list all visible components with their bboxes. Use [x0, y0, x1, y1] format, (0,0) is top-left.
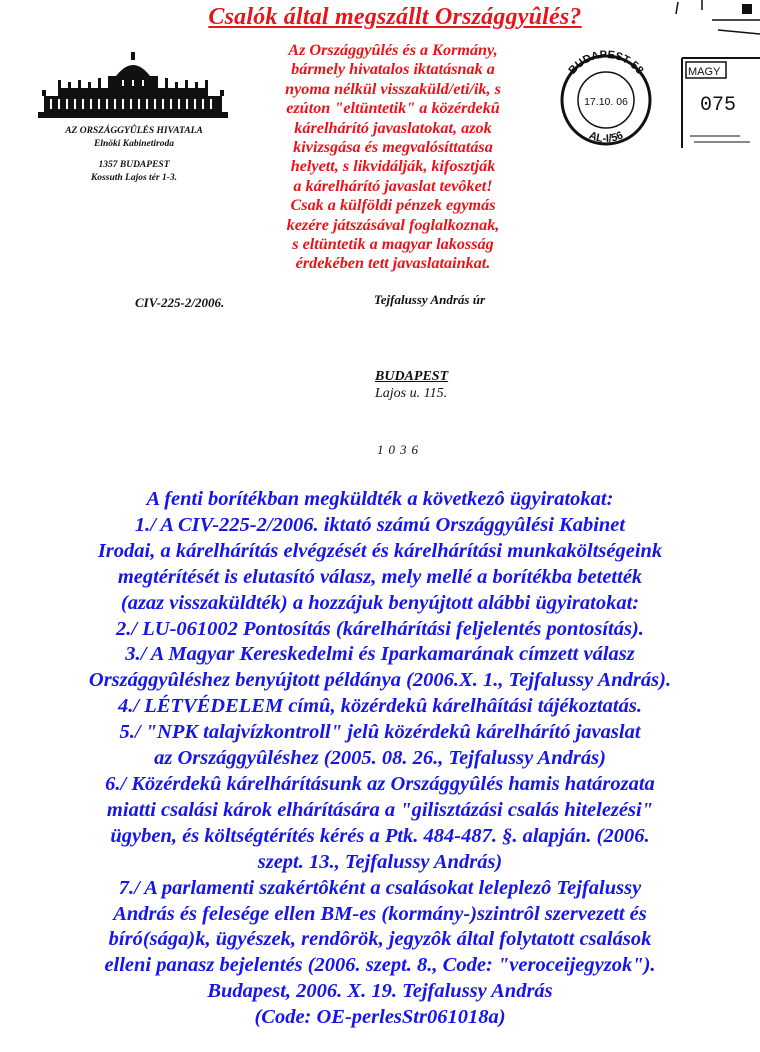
- body-line: 5./ "NPK talajvízkontroll" jelû közérdekû kárelhárító javaslat: [119, 721, 641, 744]
- red-notice-line: Az Országgyûlés és a Kormány,: [288, 41, 498, 59]
- body-line: (Code: OE-perlesStr061018a): [254, 1006, 506, 1029]
- red-notice-line: Csak a külföldi pénzek egymás: [290, 196, 496, 215]
- sender-address: Kossuth Lajos tér 1-3.: [90, 173, 178, 183]
- red-notice-line: kezére játszásával foglalkoznak,: [286, 215, 500, 234]
- sender-postal: 1357 BUDAPEST: [98, 160, 170, 170]
- franking-text: MAGY: [688, 66, 721, 78]
- body-line: megtérítését is elutasító válasz, mely mellé a borítékba betették: [117, 565, 643, 588]
- document-body: [0, 487, 760, 1031]
- reference-number: CIV-225-2/2006.: [135, 295, 225, 310]
- postmark-date: 17.10. 06: [584, 96, 628, 108]
- corner-scribble: [672, 0, 760, 40]
- body-line: 7./ A parlamenti szakértôként a csalásokat leleplezô Tejfalussy: [118, 876, 642, 899]
- body-line: bíró(sága)k, ügyészek, rendôrök, jegyzôk által folytatott csalások: [108, 928, 652, 951]
- sender-office: AZ ORSZÁGGYÛLÉS HIVATALA: [65, 126, 203, 136]
- svg-text:AL-I/56: [587, 129, 625, 145]
- body-line: Országgyûléshez benyújtott példánya (2006.X. 1., Tejfalussy András).: [88, 669, 672, 692]
- postmark-top-text: BUDAPEST 58: [566, 48, 646, 77]
- recipient-street: Lajos u. 115.: [375, 386, 448, 401]
- red-notice-line: kárelhárító javaslatokat, azok: [294, 118, 492, 137]
- body-line: Irodai, a kárelhárítás elvégzését és kárelhárítási munkaköltségeink: [97, 539, 663, 562]
- red-notice-line: a kárelhárító javaslat tevôket!: [293, 176, 493, 195]
- page-title: Csalók által megszállt Országgyûlés?: [208, 4, 582, 30]
- parliament-building-logo: [38, 52, 228, 122]
- franking-stamp: [680, 56, 760, 148]
- body-line: 1./ A CIV-225-2/2006. iktató számú Országgyûlési Kabinet: [134, 513, 626, 536]
- recipient-name: Tejfalussy András úr: [374, 292, 486, 307]
- body-line: miatti csalási károk elhárítására a "gilisztázási csalás hitelezési": [106, 798, 654, 821]
- postmark-stamp: [546, 48, 666, 148]
- franking-number: 075: [700, 94, 737, 117]
- red-notice-line: s eltüntetik a magyar lakosság: [292, 235, 494, 254]
- body-line: szept. 13., Tejfalussy András): [257, 850, 503, 873]
- red-notice-line: nyoma nélkül visszaküld/eti/ik, s: [285, 79, 501, 98]
- sender-department: Elnöki Kabinetiroda: [94, 139, 174, 149]
- body-line: 2./ LU-061002 Pontosítás (kárelhárítási feljelentés pontosítás).: [116, 617, 644, 640]
- body-line: Budapest, 2006. X. 19. Tejfalussy András: [207, 980, 553, 1003]
- body-line: András és felesége ellen BM-es (kormány-)szintrôl szervezett és: [113, 902, 647, 925]
- body-line: 6./ Közérdekû kárelhárításunk az Országgyûlés hamis határozata: [105, 772, 655, 795]
- red-notice-line: bármely hivatalos iktatásnak a: [291, 60, 495, 79]
- red-notice-line: ezúton "eltüntetik" a közérdekû: [286, 99, 500, 118]
- recipient-city: BUDAPEST: [375, 369, 449, 384]
- postmark-bottom-text: AL-I/56: [587, 129, 625, 146]
- body-line: A fenti borítékban megküldték a következô ügyiratokat:: [146, 488, 614, 510]
- red-notice-line: helyett, s likvidálják, kifosztják: [290, 157, 496, 176]
- red-notice-block: [218, 41, 568, 274]
- body-line: 4./ LÉTVÉDELEM címû, közérdekû kárelhâítási tájékoztatás.: [118, 695, 642, 718]
- recipient-postcode: 1036: [377, 442, 423, 457]
- body-line: 3./ A Magyar Kereskedelmi és Iparkamarának címzett válasz: [125, 643, 635, 666]
- red-notice-line: kivizsgása és megvalósíttatása: [293, 138, 493, 157]
- sender-block: [34, 125, 234, 185]
- red-notice-line: érdekében tett javaslatainkat.: [295, 254, 491, 273]
- body-line: az Országgyûléshez (2005. 08. 26., Tejfalussy András): [154, 747, 606, 770]
- body-line: ügyben, és költségtérítés kérés a Ptk. 484-487. §. alapján. (2006.: [110, 824, 650, 847]
- body-line: elleni panasz bejelentés (2006. szept. 8., Code: "veroceijegyzok").: [104, 954, 656, 977]
- body-line: (azaz visszaküldték) a hozzájuk benyújtott alábbi ügyiratokat:: [120, 591, 640, 614]
